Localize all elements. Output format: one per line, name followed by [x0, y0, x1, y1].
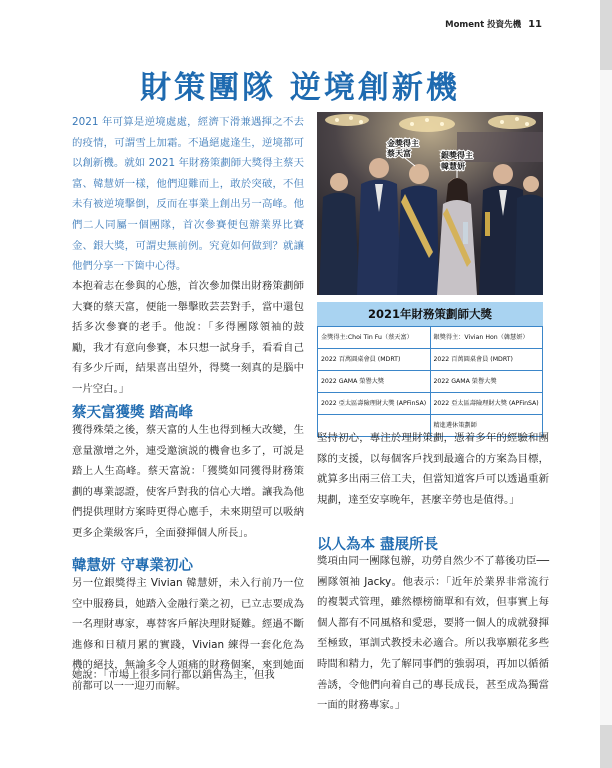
article-title: 財策團隊 逆境創新機	[140, 70, 460, 106]
page-header	[445, 18, 542, 30]
awards-table	[317, 302, 543, 437]
table-cell: 銀獎得主：Vivian Hon（韓慧妍）	[430, 327, 543, 349]
silver-winner-label-line2: 韓慧妍	[441, 162, 465, 171]
section-body-1: 獲得殊榮之後，蔡天富的人生也得到極大改變，生意量激增之外，連受邀演説的機會也多了，可説是踏上人生高峰。蔡天富說：「獲獎如同獲得財務策劃的專業認證，使客戶對我的信心大增。讓我為他們提供理財方案時更得心應手，未來期望可以吸納更多企業級客戶，全面發揮個人所長」。	[72, 424, 304, 539]
table-row	[318, 371, 543, 393]
page-shadow	[600, 70, 612, 725]
section-heading-2: 韓慧妍 守專業初心	[72, 558, 194, 574]
table-row	[318, 393, 543, 415]
table-cell: 2022 百萬圓桌會員 (MDRT)	[430, 349, 543, 371]
table-row	[318, 327, 543, 349]
section-body-2-continued: 她說：「市場上很多同行都以銷售為主，但我	[72, 669, 275, 681]
award-winners-photo	[317, 112, 543, 295]
body-paragraph-1: 本抱着志在參與的心態，首次參加傑出財務策劃師大賽的蔡天富，便能一舉擊敗芸芸對手，當中還包括多次參賽的老手。他說：「多得團隊領袖的鼓勵，我才有意向參賽，本只想一試身手，看看自己有多少斤両，結果喜出望外，得獎一刻真的是腦中一片空白。」	[72, 280, 304, 395]
intro-paragraph: 2021 年可算是逆境處處，經濟下滑兼遇揮之不去的疫情，可謂雪上加霜。不過絕處逢生，逆境都可以創新機。就如 2021 年財務策劃師大獎得主蔡天富、韓慧妍一樣，他們迎難而上，敢於突破，不但未有被逆境擊倒，反而在事業上創出另一高峰。他們二人同屬一個團隊，首次參賽便包辦業界比賽金、銀大獎，可謂史無前例。究竟如何做到？就讓他們分享一下箇中心得。	[72, 116, 304, 273]
table-cell: 2022 GAMA 榮譽大獎	[318, 371, 431, 393]
gold-winner-label-line1: 金獎得主	[387, 139, 419, 148]
awards-table-title: 2021年財務策劃師大獎	[317, 302, 543, 326]
page-number: 11	[528, 19, 542, 30]
right-column-paragraph: 堅持初心，專注於理財策劃，憑着多年的經驗和團隊的支援，以每個客戶找到最適合的方案為目標，就算多出兩三倍工夫，但當知道客戶可以透過重新規劃，達至安享晚年，甚麼辛勞也是值得。」	[317, 432, 549, 506]
gold-winner-label-line2: 蔡天富	[387, 149, 411, 158]
table-cell: 2022 百萬圓桌會員 (MDRT)	[318, 349, 431, 371]
table-cell: 2022 亞太區壽險理財大獎 (APFinSA)	[430, 393, 543, 415]
section-heading-1: 蔡天富獲獎 踏高峰	[72, 405, 194, 421]
group-photo-illustration	[317, 112, 543, 295]
table-cell: 2022 亞太區壽險理財大獎 (APFinSA)	[318, 393, 431, 415]
section-body-3: 獎項由同一團隊包辦，功勞自然少不了幕後功臣──團隊領袖 Jacky。他表示：「近年於業界非常流行的複製式管理，雖然標榜簡單和有效，但事實上每個人都有不同風格和愛惡，要將一個人的成就發揮至極致，軍訓式教授未必適合。所以我寧願花多些時間和精力，先了解同事們的強弱項，再加以循循善誘，令他們向着自己的專長成長，甚至成為獨當一面的財務專家。」	[317, 555, 549, 712]
table-cell: 精進遴休策劃師	[430, 415, 543, 437]
awards-table-grid	[317, 326, 543, 437]
section-body-2: 另一位銀獎得主 Vivian 韓慧妍，未入行前乃一位空中服務員，她踏入金融行業之初，已立志要成為一名理財專家，專替客戶解決理財疑難。經過不斷進修和日積月累的實踐，Vivian 練得一套化危為機的絕技，無論多令人頭痛的財務個案，來到她面前都可以一一迎刃而解。	[72, 577, 304, 692]
silver-winner-label-line1: 銀獎得主	[441, 151, 473, 160]
table-row	[318, 349, 543, 371]
section-heading-3: 以人為本 盡展所長	[317, 537, 439, 553]
table-cell: 金獎得主:Choi Tin Fu（蔡天富）	[318, 327, 431, 349]
publication-name: Moment 投資先機	[445, 20, 522, 30]
scrollbar-track[interactable]	[600, 0, 612, 768]
table-cell: 2022 GAMA 榮譽大獎	[430, 371, 543, 393]
